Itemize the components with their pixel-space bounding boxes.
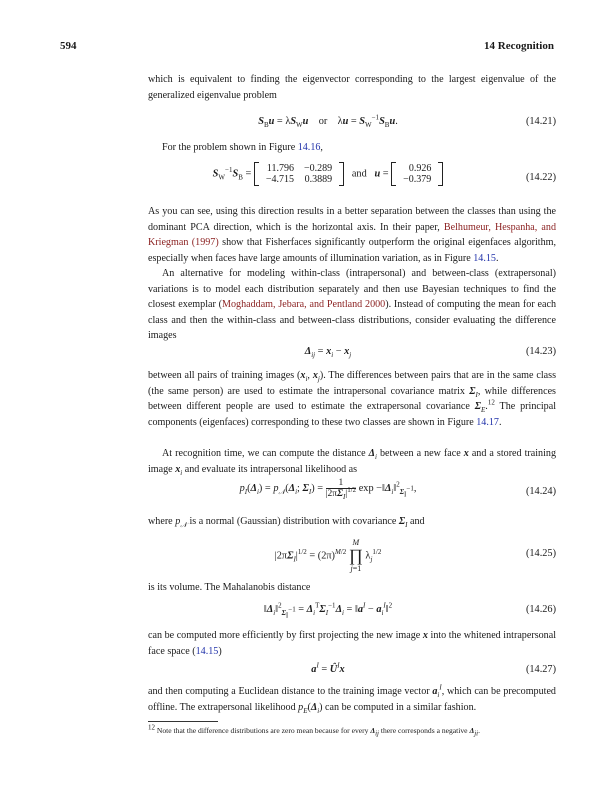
figure-link[interactable]: 14.17 bbox=[476, 416, 499, 428]
figure-link[interactable]: 14.16 bbox=[297, 142, 321, 153]
paragraph-9: can be computed more efficiently by first projecting the new image x into the whitened intrapersonal face space (14.15) bbox=[148, 630, 556, 657]
paragraph-6: At recognition time, we can compute the distance $\Delta_i$ between a new face x and a stored training image $x_i$ and evaluate its intrapersonal likelihood as bbox=[148, 448, 556, 477]
footnote-rule bbox=[148, 721, 218, 722]
equation-14-22: $S_W^{-1}S_B$ = 11.796 −0.289 −4.715 0.3889 and u = 0.926 −0.379 (14.22) bbox=[212, 163, 556, 185]
paragraph-4: An alternative for modeling within-class (intrapersonal) and between-class (extrapersonal) variations is to model each distribution separately and then use Bayesian techniques to find the closest exemplar (Moghaddam, Jebara, and Pentland 2000). Instead of computing the mean for each class and then the within-class and between-class distributions, consider evaluating the difference images bbox=[148, 268, 556, 342]
matrix-swsb: 11.796 −0.289 −4.715 0.3889 bbox=[254, 162, 344, 186]
equation-14-27: $a^I$ = $Û^Ix$ (14.27) bbox=[311, 661, 556, 675]
paragraph-3: As you can see, using this direction results in a better separation between the classes than using the dominant PCA direction, which is the horizontal axis. In their paper, Belhumeur, Hespanha, and Kriegman (1997) show that Fisherfaces significantly outperform the original eigenfaces algorithm, especially when faces have large amounts of illumination variation, as in Figure 14.15. bbox=[148, 206, 557, 264]
equation-14-23: $\Delta_{ij} = x_i - x_j$ (14.23) bbox=[304, 346, 556, 360]
paragraph-1: which is equivalent to finding the eigenvector corresponding to the largest eigenvalue of the generalized eigenvalue problem bbox=[148, 74, 556, 101]
equation-number: (14.23) bbox=[525, 346, 556, 357]
equation-number: (14.22) bbox=[525, 172, 556, 183]
running-header: 14 Recognition bbox=[484, 40, 554, 52]
figure-link[interactable]: 14.15 bbox=[473, 252, 496, 264]
page-number: 594 bbox=[60, 40, 77, 52]
equation-14-25: $|2\pi\Sigma_I|^{1/2} = (2\pi)^{M/2}$ M ∏ j=1 $\lambda_j^{1/2}$ (14.25) bbox=[274, 538, 556, 573]
footnote-mark: 12 bbox=[487, 398, 495, 407]
equation-14-21: $S_Bu = \lambda S_Wu$ or $\lambda u = S_W^{-1}S_Bu$. (14.21) bbox=[258, 113, 556, 130]
paragraph-2: For the problem shown in Figure 14.16, bbox=[162, 142, 323, 153]
equation-number: (14.25) bbox=[525, 548, 556, 559]
paragraph-8: is its volume. The Mahalanobis distance bbox=[148, 582, 311, 593]
equation-number: (14.27) bbox=[525, 664, 556, 675]
equation-14-26: $‖\Delta_i‖^2_{\Sigma_I^{-1}} = \Delta_i^T\Sigma_I^{-1}\Delta_i$ = $‖a^I$ − $a_i^I‖^2$ (14.26) bbox=[263, 601, 556, 620]
equation-14-24: $p_I(\Delta_i) = p_𝒩(\Delta_i$; $\Sigma_I$) = $\frac{1}{|2\pi\Sigma_I|^{1/2}}$ $\exp -‖\Delta_i‖^2_{\Sigma_I^{-1}}$, (14.24) bbox=[239, 478, 556, 501]
footnote: $^{12}$ Note that the difference distributions are zero mean because for every $\Delta_{ij}$ there corresponds a negative $\Delta_{ji}$. bbox=[148, 723, 481, 738]
equation-number: (14.24) bbox=[525, 486, 556, 497]
vector-u: 0.926 −0.379 bbox=[391, 162, 443, 186]
citation-link[interactable]: Belhumeur, Hespanha, and Kriegman (1997) bbox=[148, 221, 556, 249]
equation-number: (14.21) bbox=[525, 116, 556, 127]
citation-link[interactable]: Moghaddam, Jebara, and Pentland 2000 bbox=[222, 299, 386, 311]
equation-number: (14.26) bbox=[525, 604, 556, 615]
paragraph-7: where $p_𝒩$ is a normal (Gaussian) distribution with covariance $\Sigma_I$ and bbox=[148, 516, 425, 530]
paragraph-5: between all pairs of training images ($x_i$, $x_j$). The differences between pairs that are in the same class (the same person) are used to estimate the intrapersonal covariance matrix $\Sigma_I$, while differences between different people are used to estimate the extrapersonal covariance $\Sigma_E.^{12}$ The principal components (eigenfaces) corresponding to these two classes are shown in Figure 14.17. bbox=[148, 370, 557, 428]
paragraph-10: and then computing a Euclidean distance to the training image vector $a_i^I$, which can be precomputed offline. The extrapersonal likelihood $p_E(\Delta_i)$ can be computed in a similar fashion. bbox=[148, 683, 556, 715]
or-word: or bbox=[318, 116, 328, 127]
equation-link[interactable]: 14.15 bbox=[195, 645, 219, 657]
